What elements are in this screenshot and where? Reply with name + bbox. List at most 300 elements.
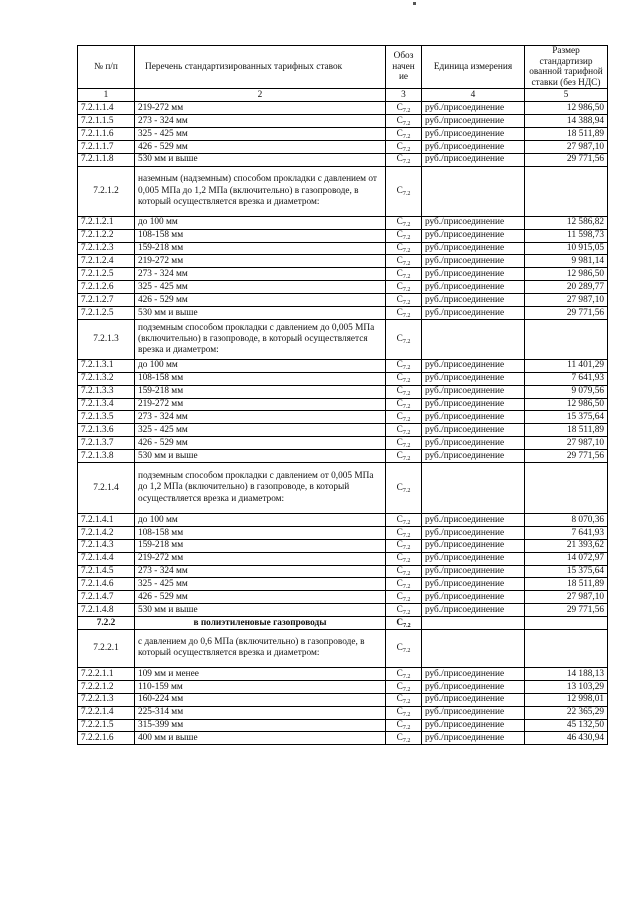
row-rate: 12 986,50	[525, 268, 608, 281]
row-designation	[386, 629, 422, 667]
row-unit: руб./присоединение	[422, 719, 525, 732]
table-row	[78, 629, 608, 667]
designation-letter: С	[396, 386, 403, 397]
designation-index: 7.2	[402, 429, 411, 436]
designation-index: 7.2	[402, 312, 411, 319]
designation-index: 7.2	[402, 190, 411, 197]
row-description: 530 мм и выше	[135, 153, 386, 166]
row-rate: 22 365,29	[525, 706, 608, 719]
row-unit: руб./присоединение	[422, 306, 525, 319]
row-rate: 27 987,10	[525, 294, 608, 307]
row-rate: 11 598,73	[525, 229, 608, 242]
row-description: 273 - 324 мм	[135, 115, 386, 128]
designation-index: 7.2	[402, 648, 411, 655]
designation-index: 7.2	[402, 378, 411, 385]
designation-letter: С	[396, 128, 403, 139]
row-code: 7.2.1.4.1	[78, 513, 135, 526]
header-number: № п/п	[78, 46, 135, 89]
row-code: 7.2.2.1.5	[78, 719, 135, 732]
designation-index: 7.2	[402, 120, 411, 127]
table-row	[78, 604, 608, 617]
table-row	[78, 513, 608, 526]
row-designation	[386, 732, 422, 745]
row-description: 273 - 324 мм	[135, 268, 386, 281]
row-rate: 27 987,10	[525, 591, 608, 604]
row-description: 273 - 324 мм	[135, 565, 386, 578]
row-designation	[386, 706, 422, 719]
row-unit: руб./присоединение	[422, 140, 525, 153]
designation-letter: С	[396, 604, 403, 615]
row-description: 108-158 мм	[135, 526, 386, 539]
row-description: 219-272 мм	[135, 255, 386, 268]
designation-letter: С	[396, 450, 403, 461]
row-code: 7.2.2.1.3	[78, 693, 135, 706]
designation-index: 7.2	[402, 299, 411, 306]
designation-index: 7.2	[402, 738, 411, 745]
header-row	[78, 46, 608, 89]
designation-index: 7.2	[402, 442, 411, 449]
designation-index: 7.2	[402, 558, 411, 565]
row-code: 7.2.1.2.3	[78, 242, 135, 255]
table-row	[78, 140, 608, 153]
row-rate: 27 987,10	[525, 437, 608, 450]
row-unit: руб./присоединение	[422, 102, 525, 115]
row-rate: 29 771,56	[525, 306, 608, 319]
row-unit: руб./присоединение	[422, 680, 525, 693]
designation-index: 7.2	[402, 455, 411, 462]
row-code: 7.2.1.3.8	[78, 450, 135, 463]
table-row	[78, 693, 608, 706]
row-rate: 9 981,14	[525, 255, 608, 268]
row-unit: руб./присоединение	[422, 706, 525, 719]
row-code: 7.2.1.1.4	[78, 102, 135, 115]
row-code: 7.2.1.1.5	[78, 115, 135, 128]
row-unit: руб./присоединение	[422, 153, 525, 166]
designation-index: 7.2	[402, 273, 411, 280]
row-rate: 12 986,50	[525, 102, 608, 115]
row-code: 7.2.1.1.8	[78, 153, 135, 166]
row-unit: руб./присоединение	[422, 372, 525, 385]
table-row	[78, 450, 608, 463]
row-unit: руб./присоединение	[422, 552, 525, 565]
designation-index: 7.2	[402, 107, 411, 114]
table-row	[78, 617, 608, 630]
row-unit: руб./присоединение	[422, 281, 525, 294]
row-code: 7.2.1.2	[78, 166, 135, 216]
row-description: 109 мм и менее	[135, 667, 386, 680]
table-row	[78, 424, 608, 437]
header-list: Перечень стандартизированных тарифных ставок	[135, 46, 386, 89]
designation-index: 7.2	[402, 487, 411, 494]
row-designation	[386, 268, 422, 281]
row-code: 7.2.1.3.4	[78, 398, 135, 411]
designation-letter: С	[396, 102, 403, 113]
row-code: 7.2.1.2.2	[78, 229, 135, 242]
row-code: 7.2.2.1.1	[78, 667, 135, 680]
table-row	[78, 359, 608, 372]
row-rate: 14 388,94	[525, 115, 608, 128]
row-description: 530 мм и выше	[135, 604, 386, 617]
row-description: 219-272 мм	[135, 102, 386, 115]
row-code: 7.2.1.3.7	[78, 437, 135, 450]
row-description: 108-158 мм	[135, 372, 386, 385]
designation-letter: С	[396, 591, 403, 602]
row-unit: руб./присоединение	[422, 450, 525, 463]
designation-index: 7.2	[402, 545, 411, 552]
designation-index: 7.2	[402, 261, 411, 268]
row-rate: 10 915,05	[525, 242, 608, 255]
designation-letter: С	[396, 643, 403, 654]
designation-letter: С	[396, 437, 403, 448]
row-designation	[386, 565, 422, 578]
row-rate: 11 401,29	[525, 359, 608, 372]
row-description: до 100 мм	[135, 359, 386, 372]
row-unit: руб./присоединение	[422, 539, 525, 552]
row-unit: руб./присоединение	[422, 437, 525, 450]
row-description: 426 - 529 мм	[135, 591, 386, 604]
row-designation	[386, 617, 422, 630]
row-rate: 45 132,50	[525, 719, 608, 732]
row-designation	[386, 372, 422, 385]
table-row	[78, 229, 608, 242]
row-designation	[386, 306, 422, 319]
row-rate: 18 511,89	[525, 128, 608, 141]
designation-index: 7.2	[402, 365, 411, 372]
scan-mark	[413, 2, 416, 5]
designation-index: 7.2	[402, 532, 411, 539]
row-unit: руб./присоединение	[422, 242, 525, 255]
row-unit: руб./присоединение	[422, 578, 525, 591]
designation-letter: С	[396, 540, 403, 551]
designation-letter: С	[396, 566, 403, 577]
designation-letter: С	[396, 720, 403, 731]
row-description: 273 - 324 мм	[135, 411, 386, 424]
row-designation	[386, 255, 422, 268]
row-rate: 12 986,50	[525, 398, 608, 411]
row-description: 159-218 мм	[135, 385, 386, 398]
row-designation	[386, 462, 422, 513]
row-unit: руб./присоединение	[422, 115, 525, 128]
row-code: 7.2.1.3.2	[78, 372, 135, 385]
table-row	[78, 667, 608, 680]
table-row	[78, 255, 608, 268]
row-code: 7.2.1.3.3	[78, 385, 135, 398]
designation-letter: С	[396, 373, 403, 384]
row-unit: руб./присоединение	[422, 732, 525, 745]
row-designation	[386, 115, 422, 128]
row-rate: 20 289,77	[525, 281, 608, 294]
designation-index: 7.2	[402, 391, 411, 398]
row-rate: 7 641,93	[525, 372, 608, 385]
table-row	[78, 552, 608, 565]
row-unit: руб./присоединение	[422, 268, 525, 281]
row-description: 219-272 мм	[135, 552, 386, 565]
row-designation	[386, 450, 422, 463]
designation-letter: С	[396, 334, 403, 345]
column-number: 4	[422, 89, 525, 102]
row-designation	[386, 539, 422, 552]
designation-letter: С	[396, 154, 403, 165]
row-description: 426 - 529 мм	[135, 140, 386, 153]
row-description: подземным способом прокладки с давлением от 0,005 МПа до 1,2 МПа (включительно) в газопроводе, в который осуществляется врезка и диаметром:	[135, 462, 386, 513]
designation-letter: С	[396, 281, 403, 292]
row-description: 530 мм и выше	[135, 306, 386, 319]
row-designation	[386, 437, 422, 450]
designation-letter: С	[396, 217, 403, 228]
tariff-table	[77, 45, 608, 745]
row-designation	[386, 680, 422, 693]
designation-letter: С	[396, 399, 403, 410]
row-description: с давлением до 0,6 МПа (включительно) в газопроводе, в который осуществляется врезка и диаметром:	[135, 629, 386, 667]
designation-index: 7.2	[402, 133, 411, 140]
row-unit	[422, 462, 525, 513]
designation-letter: С	[396, 115, 403, 126]
row-rate: 18 511,89	[525, 424, 608, 437]
designation-index: 7.2	[403, 622, 411, 629]
row-code: 7.2.1.3.5	[78, 411, 135, 424]
row-rate: 27 987,10	[525, 140, 608, 153]
row-code: 7.2.1.1.6	[78, 128, 135, 141]
column-number: 3	[386, 89, 422, 102]
row-rate: 18 511,89	[525, 578, 608, 591]
row-rate	[525, 629, 608, 667]
row-description: наземным (надземным) способом прокладки с давлением от 0,005 МПа до 1,2 МПа (включительно) в газопроводе, в который осуществляется врезка и диаметром:	[135, 166, 386, 216]
row-designation	[386, 153, 422, 166]
row-unit: руб./присоединение	[422, 385, 525, 398]
row-code: 7.2.2.1.6	[78, 732, 135, 745]
table-row	[78, 128, 608, 141]
designation-index: 7.2	[402, 712, 411, 719]
row-rate	[525, 319, 608, 359]
designation-letter: С	[396, 185, 403, 196]
row-description: 325 - 425 мм	[135, 128, 386, 141]
designation-letter: С	[396, 424, 403, 435]
row-code: 7.2.2.1.2	[78, 680, 135, 693]
row-unit: руб./присоединение	[422, 255, 525, 268]
row-designation	[386, 140, 422, 153]
table-row	[78, 294, 608, 307]
row-unit: руб./присоединение	[422, 216, 525, 229]
row-code: 7.2.1.4.7	[78, 591, 135, 604]
designation-letter: С	[396, 268, 403, 279]
designation-index: 7.2	[402, 286, 411, 293]
row-designation	[386, 102, 422, 115]
row-description: до 100 мм	[135, 216, 386, 229]
designation-index: 7.2	[402, 159, 411, 166]
row-rate: 29 771,56	[525, 153, 608, 166]
row-unit: руб./присоединение	[422, 424, 525, 437]
row-code: 7.2.1.2.5	[78, 306, 135, 319]
row-designation	[386, 229, 422, 242]
designation-index: 7.2	[402, 699, 411, 706]
table-row	[78, 153, 608, 166]
row-code: 7.2.1.4.6	[78, 578, 135, 591]
designation-letter: С	[396, 141, 403, 152]
row-unit: руб./присоединение	[422, 294, 525, 307]
row-unit: руб./присоединение	[422, 128, 525, 141]
row-rate	[525, 462, 608, 513]
row-unit: руб./присоединение	[422, 398, 525, 411]
row-code: 7.2.2	[78, 617, 135, 630]
designation-index: 7.2	[402, 609, 411, 616]
row-designation	[386, 242, 422, 255]
row-unit: руб./присоединение	[422, 526, 525, 539]
designation-letter: С	[396, 230, 403, 241]
row-description: до 100 мм	[135, 513, 386, 526]
designation-letter: С	[396, 412, 403, 423]
table-row	[78, 565, 608, 578]
designation-index: 7.2	[402, 404, 411, 411]
row-designation	[386, 216, 422, 229]
designation-letter: С	[396, 256, 403, 267]
row-description: 325 - 425 мм	[135, 578, 386, 591]
designation-letter: С	[396, 527, 403, 538]
table-row	[78, 411, 608, 424]
row-designation	[386, 604, 422, 617]
designation-index: 7.2	[402, 596, 411, 603]
table-row	[78, 385, 608, 398]
row-rate: 29 771,56	[525, 604, 608, 617]
table-row	[78, 166, 608, 216]
table-row	[78, 242, 608, 255]
row-rate: 13 103,29	[525, 680, 608, 693]
row-designation	[386, 578, 422, 591]
table-row	[78, 268, 608, 281]
row-unit	[422, 629, 525, 667]
designation-index: 7.2	[402, 222, 411, 229]
table-row	[78, 680, 608, 693]
row-description: 160-224 мм	[135, 693, 386, 706]
row-unit: руб./присоединение	[422, 513, 525, 526]
row-designation	[386, 526, 422, 539]
row-designation	[386, 591, 422, 604]
row-designation	[386, 424, 422, 437]
header-designation: Обоз начен ие	[386, 46, 422, 89]
designation-letter: С	[396, 681, 403, 692]
column-number: 1	[78, 89, 135, 102]
row-unit: руб./присоединение	[422, 591, 525, 604]
designation-letter: С	[396, 617, 404, 628]
row-rate	[525, 166, 608, 216]
designation-letter: С	[396, 668, 403, 679]
table-row	[78, 578, 608, 591]
designation-letter: С	[396, 733, 403, 744]
row-description: 110-159 мм	[135, 680, 386, 693]
column-number: 2	[135, 89, 386, 102]
row-rate: 14 072,97	[525, 552, 608, 565]
row-description: 325 - 425 мм	[135, 424, 386, 437]
row-code: 7.2.1.2.6	[78, 281, 135, 294]
designation-letter: С	[396, 360, 403, 371]
column-number-row	[78, 89, 608, 102]
row-code: 7.2.1.2.4	[78, 255, 135, 268]
row-description: 325 - 425 мм	[135, 281, 386, 294]
row-unit: руб./присоединение	[422, 229, 525, 242]
row-rate: 7 641,93	[525, 526, 608, 539]
designation-index: 7.2	[402, 725, 411, 732]
row-designation	[386, 693, 422, 706]
table-row	[78, 437, 608, 450]
row-designation	[386, 411, 422, 424]
row-description: 159-218 мм	[135, 539, 386, 552]
row-rate: 21 393,62	[525, 539, 608, 552]
row-rate: 9 079,56	[525, 385, 608, 398]
row-code: 7.2.1.4.8	[78, 604, 135, 617]
row-unit: руб./присоединение	[422, 667, 525, 680]
row-description: 426 - 529 мм	[135, 437, 386, 450]
row-designation	[386, 398, 422, 411]
row-description: 426 - 529 мм	[135, 294, 386, 307]
designation-letter: С	[396, 707, 403, 718]
row-unit: руб./присоединение	[422, 693, 525, 706]
row-rate: 8 070,36	[525, 513, 608, 526]
row-code: 7.2.1.4.5	[78, 565, 135, 578]
row-description: в полиэтиленовые газопроводы	[135, 617, 386, 630]
designation-letter: С	[396, 514, 403, 525]
row-unit: руб./присоединение	[422, 359, 525, 372]
designation-letter: С	[396, 243, 403, 254]
row-designation	[386, 166, 422, 216]
row-code: 7.2.2.1	[78, 629, 135, 667]
designation-index: 7.2	[402, 417, 411, 424]
row-code: 7.2.1.4.3	[78, 539, 135, 552]
row-designation	[386, 513, 422, 526]
table-row	[78, 372, 608, 385]
designation-index: 7.2	[402, 248, 411, 255]
table-row	[78, 591, 608, 604]
table-row	[78, 102, 608, 115]
row-code: 7.2.1.4.2	[78, 526, 135, 539]
row-rate	[525, 617, 608, 630]
row-description: 315-399 мм	[135, 719, 386, 732]
row-rate: 15 375,64	[525, 411, 608, 424]
row-description: 219-272 мм	[135, 398, 386, 411]
row-description: подземным способом прокладки с давлением до 0,005 МПа (включительно) в газопроводе, в который осуществляется врезка и диаметром:	[135, 319, 386, 359]
designation-letter: С	[396, 307, 403, 318]
table-row	[78, 115, 608, 128]
designation-index: 7.2	[402, 146, 411, 153]
designation-letter: С	[396, 482, 403, 493]
header-unit: Единица измерения	[422, 46, 525, 89]
table-row	[78, 216, 608, 229]
row-rate: 46 430,94	[525, 732, 608, 745]
row-rate: 12 586,82	[525, 216, 608, 229]
table-row	[78, 281, 608, 294]
table-row	[78, 706, 608, 719]
table-row	[78, 526, 608, 539]
table-row	[78, 732, 608, 745]
row-code: 7.2.1.2.5	[78, 268, 135, 281]
table-row	[78, 539, 608, 552]
row-designation	[386, 281, 422, 294]
row-code: 7.2.1.4	[78, 462, 135, 513]
row-rate: 15 375,64	[525, 565, 608, 578]
row-rate: 29 771,56	[525, 450, 608, 463]
table-row	[78, 319, 608, 359]
row-designation	[386, 719, 422, 732]
row-designation	[386, 552, 422, 565]
row-designation	[386, 667, 422, 680]
table-row	[78, 719, 608, 732]
row-unit	[422, 166, 525, 216]
column-number: 5	[525, 89, 608, 102]
row-code: 7.2.2.1.4	[78, 706, 135, 719]
row-rate: 12 998,01	[525, 693, 608, 706]
row-description: 108-158 мм	[135, 229, 386, 242]
table-body	[78, 102, 608, 745]
row-description: 159-218 мм	[135, 242, 386, 255]
designation-index: 7.2	[402, 519, 411, 526]
